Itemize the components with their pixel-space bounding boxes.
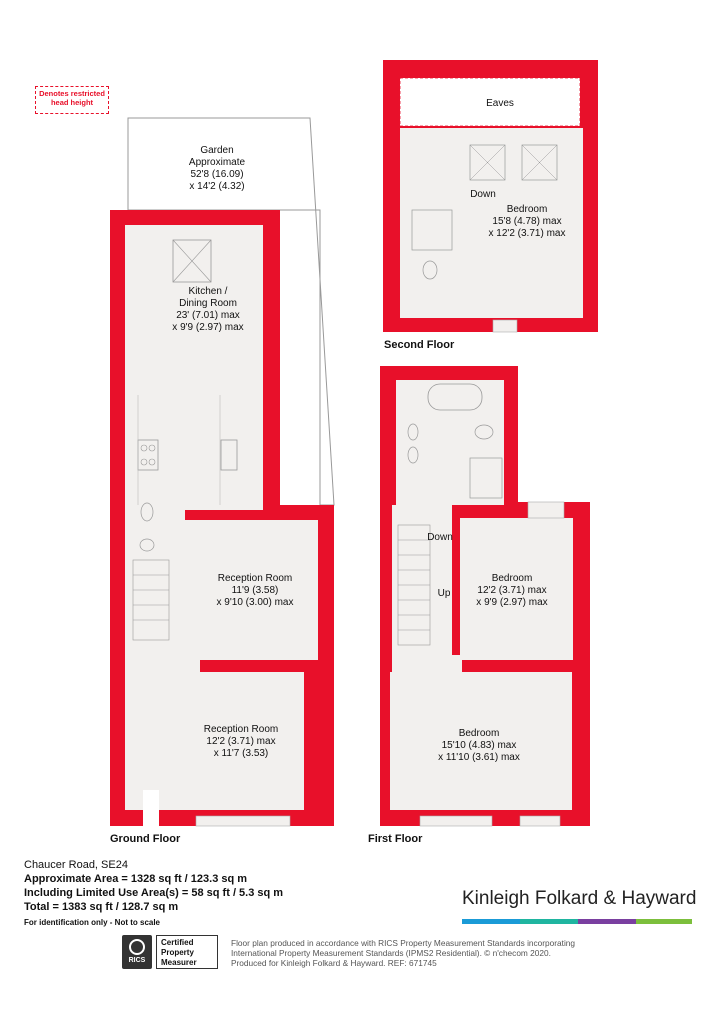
limited-area: Including Limited Use Area(s) = 58 sq ft / 5.3 sq m: [24, 887, 284, 899]
footer-note: [231, 938, 611, 968]
svg-text:15'8 (4.78) max: [492, 216, 561, 227]
reception2-label-3: x 11'7 (3.53): [213, 748, 269, 759]
eaves-label: Eaves: [486, 98, 514, 109]
reception2-label-1: Reception Room: [203, 724, 279, 735]
svg-text:15'10 (4.83) max: [442, 740, 517, 751]
garden-label-2: Approximate: [188, 157, 246, 168]
bedroom-low-label-3: x 11'10 (3.61) max: [438, 752, 520, 763]
reception1-label-2: 11'9 (3.58): [231, 585, 279, 596]
svg-text:Garden: [200, 145, 233, 156]
garden-label-1: Garden: [200, 145, 234, 156]
kitchen-label-3: 23' (7.01) max: [176, 310, 240, 321]
legend-text: Denotes restricted head height: [39, 89, 105, 107]
svg-text:Dining Room: [179, 298, 237, 309]
svg-text:Bedroom: [492, 573, 533, 584]
up-label-first: Up: [437, 588, 451, 599]
property-info: [24, 858, 283, 930]
garden-label-3: 52'8 (16.09): [190, 169, 244, 180]
kitchen-label-2: Dining Room: [179, 298, 237, 309]
svg-text:Bedroom: [507, 204, 548, 215]
svg-text:Reception Room: [218, 573, 292, 584]
rics-logo: RICS: [122, 935, 152, 969]
second-floor-title: Second Floor: [384, 339, 455, 351]
bedroom-low-label-1: Bedroom: [458, 728, 500, 739]
brand-bar-2: [520, 919, 578, 924]
bathroom-floor: [396, 380, 504, 505]
address: Chaucer Road, SE24: [24, 859, 128, 871]
svg-text:x 11'10 (3.61) max: [438, 752, 520, 763]
svg-text:12'2 (3.71) max: [206, 736, 275, 747]
footer-line-2: International Property Measurement Standards (IPMS2 Residential). © n'checom 2020.: [231, 948, 551, 958]
svg-text:Down: [427, 532, 453, 543]
approx-area: Approximate Area = 1328 sq ft / 123.3 sq m: [24, 873, 248, 885]
bedroom-mid-label-3: x 9'9 (2.97) max: [476, 597, 548, 608]
kitchen-label-4: x 9'9 (2.97) max: [172, 322, 244, 333]
svg-text:x 9'10 (3.00) max: [217, 597, 294, 608]
agent-logo: Kinleigh Folkard & Hayward: [462, 888, 697, 909]
garden-label-4: x 14'2 (4.32): [189, 181, 245, 192]
svg-text:11'9 (3.58): [232, 585, 279, 596]
bedroom-top-label-2: 15'8 (4.78) max: [492, 216, 562, 227]
bedroom-mid-label-2: 12'2 (3.71) max: [477, 585, 547, 596]
svg-text:12'2 (3.71) max: [477, 585, 546, 596]
reception1-label-3: x 9'10 (3.00) max: [216, 597, 294, 608]
disclaimer: For identification only - Not to scale: [24, 918, 161, 927]
reception1-label-1: Reception Room: [217, 573, 293, 584]
kitchen-label-1: Kitchen /: [188, 286, 228, 297]
total-area: Total = 1383 sq ft / 128.7 sq m: [24, 901, 179, 913]
svg-text:x 9'9 (2.97) max: [476, 597, 547, 608]
svg-text:23' (7.01) max: [176, 310, 240, 321]
svg-text:Eaves: [486, 98, 514, 109]
svg-text:x 9'9 (2.97) max: [172, 322, 243, 333]
bedroom-low-label-2: 15'10 (4.83) max: [441, 740, 517, 751]
svg-text:Approximate: [189, 157, 246, 168]
reception2-label-2: 12'2 (3.71) max: [206, 736, 276, 747]
bedroom-mid-label-1: Bedroom: [491, 573, 533, 584]
svg-text:Bedroom: [459, 728, 500, 739]
bedroom-top-label-3: x 12'2 (3.71) max: [488, 228, 566, 239]
svg-text:x 11'7 (3.53): [214, 748, 269, 759]
svg-text:Kitchen /: [189, 286, 228, 297]
svg-text:Up: [438, 588, 451, 599]
svg-text:x 14'2 (4.32): [189, 181, 244, 192]
brand-bar-3: [578, 919, 636, 924]
ground-floor-plan: [110, 118, 334, 826]
bedroom-top-label-1: Bedroom: [506, 204, 548, 215]
svg-text:Down: [470, 189, 496, 200]
brand-bar-1: [462, 919, 520, 924]
svg-text:52'8 (16.09): [190, 169, 243, 180]
brand-bar-4: [636, 919, 692, 924]
ground-floor-title: Ground Floor: [110, 833, 181, 845]
first-floor-title: First Floor: [368, 833, 423, 845]
down-label-first: Down: [427, 532, 453, 543]
kitchen-floor: [125, 225, 263, 510]
rics-badge: [122, 935, 222, 969]
rics-certification: Certified Property Measurer: [156, 935, 218, 969]
down-label-second: Down: [470, 189, 496, 200]
svg-text:x 12'2 (3.71) max: [489, 228, 566, 239]
footer-line-1: Floor plan produced in accordance with RICS Property Measurement Standards incorporating: [231, 938, 576, 948]
svg-text:Reception Room: [204, 724, 278, 735]
footer-line-3: Produced for Kinleigh Folkard & Hayward. REF: 671745: [231, 958, 437, 968]
